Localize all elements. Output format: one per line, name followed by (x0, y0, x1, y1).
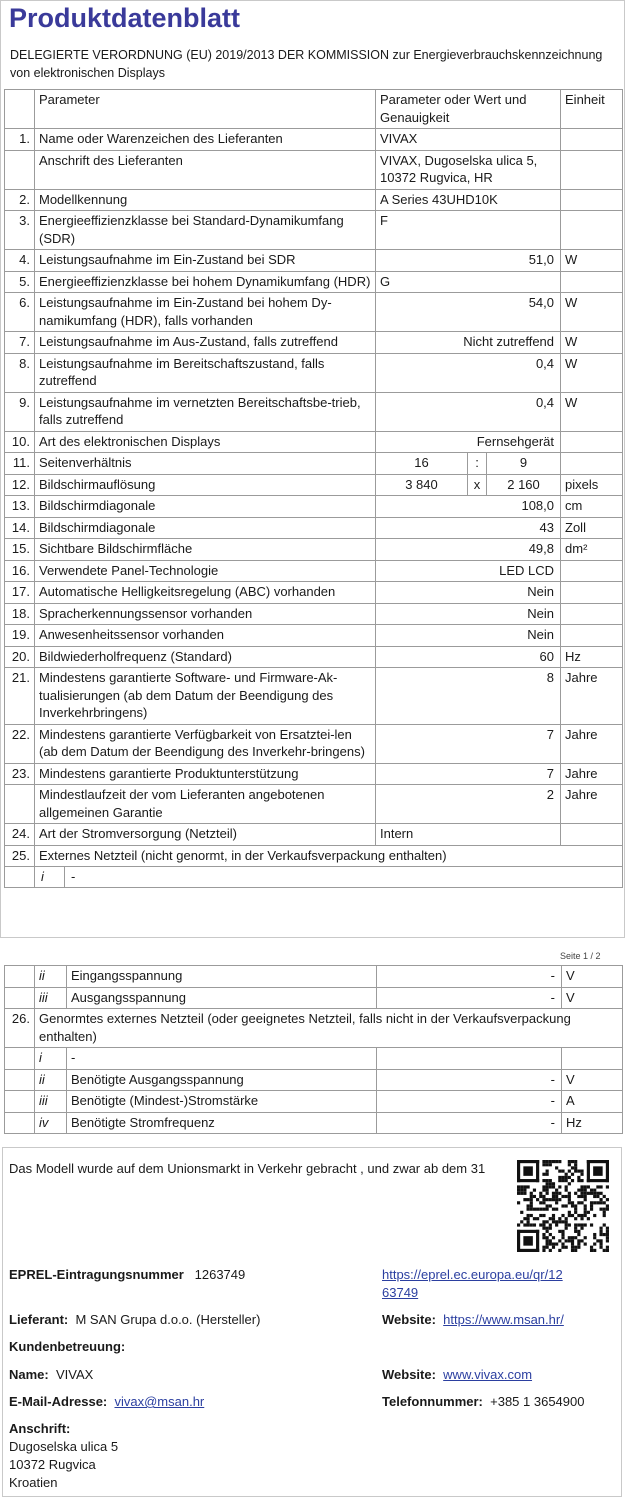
row-unit (561, 824, 623, 846)
row-unit (561, 582, 623, 604)
row-number: 13. (5, 496, 35, 518)
subrow-label: Benötigte (Mindest-)Stromstärke (67, 1091, 377, 1113)
row-parameter: Verwendete Panel-Technologie (35, 560, 376, 582)
website-link-msan[interactable]: https://www.msan.hr/ (443, 1312, 564, 1327)
row-number: 21. (5, 668, 35, 725)
subrow-label: Eingangsspannung (67, 966, 377, 988)
customer-service-heading (9, 1338, 125, 1356)
row-number: 18. (5, 603, 35, 625)
row-parameter: Mindestens garantierte Verfügbarkeit von Ersatztei-len (ab dem Datum der Beendigung des Inverkehr-bringens) (35, 724, 376, 763)
name-label: Name: (9, 1367, 49, 1382)
row-number (5, 150, 35, 189)
row-parameter: Seitenverhältnis (35, 453, 376, 475)
subrow-value: - (377, 1069, 562, 1091)
row-number (5, 987, 35, 1009)
row-unit: dm² (561, 539, 623, 561)
subrow-value (377, 1048, 562, 1070)
subrow-value: - (377, 987, 562, 1009)
row-number: 10. (5, 431, 35, 453)
phone-label: Telefonnummer: (382, 1394, 483, 1409)
supplier-value: M SAN Grupa d.o.o. (Hersteller) (75, 1312, 261, 1327)
row-value: 43 (376, 517, 561, 539)
table-row (5, 293, 623, 332)
market-date-text: Das Modell wurde auf dem Unionsmarkt in Verkehr gebracht , und zwar ab dem 31 (9, 1161, 486, 1176)
qr-code-icon[interactable] (517, 1160, 609, 1252)
website-label-2: Website: (382, 1367, 436, 1382)
customer-service-label: Kundenbetreuung: (9, 1339, 126, 1354)
row-number: 11. (5, 453, 35, 475)
row-parameter: Automatische Helligkeitsregelung (ABC) vorhanden (35, 582, 376, 604)
row-number (5, 1091, 35, 1113)
row-number (5, 1048, 35, 1070)
row-parameter: Spracherkennungssensor vorhanden (35, 603, 376, 625)
row-unit (561, 129, 623, 151)
table-row (5, 211, 623, 250)
page-number: Seite 1 / 2 (560, 951, 601, 961)
row-value-separator: x (468, 474, 487, 496)
subrow-unit: V (562, 987, 623, 1009)
table-row (5, 431, 623, 453)
row-parameter: Externes Netzteil (nicht genormt, in der Verkaufsverpackung enthalten) (35, 845, 623, 867)
row-parameter: Bildschirmauflösung (35, 474, 376, 496)
row-unit: cm (561, 496, 623, 518)
header-parameter: Parameter (35, 90, 376, 129)
row-unit: Jahre (561, 763, 623, 785)
row-unit: pixels (561, 474, 623, 496)
table-subrow (5, 966, 623, 988)
email-link[interactable]: vivax@msan.hr (114, 1394, 205, 1409)
table-header-row (5, 90, 623, 129)
product-data-table-page-2 (4, 965, 623, 1134)
table-row (5, 668, 623, 725)
row-parameter: Bildschirmdiagonale (35, 517, 376, 539)
row-value: 60 (376, 646, 561, 668)
row-parameter: Art der Stromversorgung (Netzteil) (35, 824, 376, 846)
row-unit: Jahre (561, 724, 623, 763)
subrow-index: i (35, 1048, 67, 1070)
row-parameter: Name oder Warenzeichen des Lieferanten (35, 129, 376, 151)
subrow-label: Benötigte Stromfrequenz (67, 1112, 377, 1134)
table-row (5, 392, 623, 431)
row-unit (561, 560, 623, 582)
row-value: 49,8 (376, 539, 561, 561)
row-parameter: Leistungsaufnahme im vernetzten Bereitschaftsbe-trieb, falls zutreffend (35, 392, 376, 431)
row-number: 4. (5, 250, 35, 272)
row-parameter: Modellkennung (35, 189, 376, 211)
row-value: Nicht zutreffend (376, 332, 561, 354)
row-parameter: Sichtbare Bildschirmfläche (35, 539, 376, 561)
eprel-number: 1263749 (194, 1267, 246, 1282)
table-row (5, 603, 623, 625)
supplier-label: Lieferant: (9, 1312, 69, 1327)
table-row (5, 539, 623, 561)
row-parameter: Genormtes externes Netzteil (oder geeignetes Netzteil, falls nicht in der Verkaufsverpackung enthalten) (35, 1009, 623, 1048)
table-subrow (5, 1069, 623, 1091)
row-value: Nein (376, 625, 561, 647)
row-parameter: Mindestens garantierte Produktunterstützung (35, 763, 376, 785)
row-value: G (376, 271, 561, 293)
row-value: A Series 43UHD10K (376, 189, 561, 211)
row-number: 24. (5, 824, 35, 846)
row-number: 22. (5, 724, 35, 763)
subrow-label: Benötigte Ausgangsspannung (67, 1069, 377, 1091)
row-value: Nein (376, 582, 561, 604)
subrow-value: - (377, 1091, 562, 1113)
row-value: 54,0 (376, 293, 561, 332)
row-parameter: Anschrift des Lieferanten (35, 150, 376, 189)
row-number: 14. (5, 517, 35, 539)
table-subrow (5, 867, 623, 888)
row-parameter: Leistungsaufnahme im Ein-Zustand bei hohem Dy-namikumfang (HDR), falls vorhanden (35, 293, 376, 332)
row-number: 9. (5, 392, 35, 431)
email-row (9, 1393, 204, 1411)
row-value-separator: : (468, 453, 487, 475)
row-value-a: 16 (376, 453, 468, 475)
row-number: 3. (5, 211, 35, 250)
row-value-b: 2 160 (487, 474, 561, 496)
row-parameter: Bildwiederholfrequenz (Standard) (35, 646, 376, 668)
row-value: 108,0 (376, 496, 561, 518)
eprel-link-line-2[interactable]: 63749 (382, 1285, 419, 1300)
subrow-unit: V (562, 966, 623, 988)
header-no (5, 90, 35, 129)
table-row (5, 332, 623, 354)
website-link-vivax[interactable]: www.vivax.com (443, 1367, 533, 1382)
table-row (5, 724, 623, 763)
subrow-value: - (377, 1112, 562, 1134)
table-subrow (5, 1112, 623, 1134)
name-row (9, 1366, 93, 1384)
row-parameter: Anwesenheitssensor vorhanden (35, 625, 376, 647)
table-row (5, 189, 623, 211)
row-unit: Jahre (561, 785, 623, 824)
row-unit (561, 625, 623, 647)
subrow-index: iv (35, 1112, 67, 1134)
row-parameter: Art des elektronischen Displays (35, 431, 376, 453)
row-number: 16. (5, 560, 35, 582)
row-number: 8. (5, 353, 35, 392)
row-unit (561, 453, 623, 475)
row-value: VIVAX, Dugoselska ulica 5, 10372 Rugvica, HR (376, 150, 561, 189)
row-number: 19. (5, 625, 35, 647)
row-number: 1. (5, 129, 35, 151)
row-number: 6. (5, 293, 35, 332)
table-subrow (5, 1048, 623, 1070)
table-row (5, 453, 623, 475)
row-parameter: Mindestens garantierte Software- und Firmware-Ak-tualisierungen (ab dem Datum der Beendigung des Inverkehrbringens) (35, 668, 376, 725)
row-number (5, 1069, 35, 1091)
row-value: 51,0 (376, 250, 561, 272)
table-row-26 (5, 1009, 623, 1048)
row-unit (561, 150, 623, 189)
row-parameter: Energieeffizienzklasse bei hohem Dynamikumfang (HDR) (35, 271, 376, 293)
page-title: Produktdatenblatt (9, 3, 241, 33)
row-unit (561, 271, 623, 293)
table-row (5, 517, 623, 539)
website-row-2 (382, 1366, 532, 1384)
row-value-b: 9 (487, 453, 561, 475)
address-line-3: Kroatien (9, 1475, 58, 1490)
row-number: 17. (5, 582, 35, 604)
row-number: 20. (5, 646, 35, 668)
row-unit: Jahre (561, 668, 623, 725)
table-subrow (5, 1091, 623, 1113)
name-value: VIVAX (55, 1367, 94, 1382)
row-unit (561, 603, 623, 625)
row-unit (561, 211, 623, 250)
row-value: Intern (376, 824, 561, 846)
table-row (5, 560, 623, 582)
subrow-unit (562, 1048, 623, 1070)
row-value: LED LCD (376, 560, 561, 582)
row-value: 2 (376, 785, 561, 824)
row-value: VIVAX (376, 129, 561, 151)
row-unit: Hz (561, 646, 623, 668)
row-number: 2. (5, 189, 35, 211)
header-value: Parameter oder Wert und Genauigkeit (376, 90, 561, 129)
website-label-1: Website: (382, 1312, 436, 1327)
row-unit: W (561, 293, 623, 332)
row-unit: W (561, 392, 623, 431)
table-row (5, 271, 623, 293)
address-line-1: Dugoselska ulica 5 (9, 1439, 119, 1454)
row-parameter: Bildschirmdiagonale (35, 496, 376, 518)
table-row (5, 250, 623, 272)
row-number (5, 1112, 35, 1134)
table-row (5, 824, 623, 846)
table-subrow (5, 987, 623, 1009)
address-label: Anschrift: (9, 1421, 71, 1436)
address-line-2: 10372 Rugvica (9, 1457, 96, 1472)
table-row (5, 353, 623, 392)
phone-value: +385 1 3654900 (490, 1394, 585, 1409)
subrow-label: Ausgangsspannung (67, 987, 377, 1009)
row-unit (561, 431, 623, 453)
row-number: 23. (5, 763, 35, 785)
row-value: 7 (376, 763, 561, 785)
header-unit: Einheit (561, 90, 623, 129)
row-parameter: Leistungsaufnahme im Aus-Zustand, falls zutreffend (35, 332, 376, 354)
row-number: 7. (5, 332, 35, 354)
table-row (5, 496, 623, 518)
row-unit: Zoll (561, 517, 623, 539)
row-value: Nein (376, 603, 561, 625)
row-number (5, 785, 35, 824)
subrow-index: ii (35, 1069, 67, 1091)
row-parameter: Leistungsaufnahme im Ein-Zustand bei SDR (35, 250, 376, 272)
row-parameter: Mindestlaufzeit der vom Lieferanten angebotenen allgemeinen Garantie (35, 785, 376, 824)
subrow-unit: A (562, 1091, 623, 1113)
website-row-1 (382, 1311, 564, 1329)
row-number (5, 867, 35, 888)
table-row (5, 785, 623, 824)
subrow-value: - (71, 869, 76, 884)
row-number: 12. (5, 474, 35, 496)
row-number: 5. (5, 271, 35, 293)
email-label: E-Mail-Adresse: (9, 1394, 108, 1409)
row-unit: W (561, 353, 623, 392)
row-value: 7 (376, 724, 561, 763)
eprel-label: EPREL-Eintragungsnummer (9, 1267, 184, 1282)
table-row (5, 646, 623, 668)
phone-row (382, 1393, 584, 1411)
subrow-unit: Hz (562, 1112, 623, 1134)
eprel-row (9, 1266, 245, 1284)
subrow-label: - (67, 1048, 377, 1070)
row-value: 0,4 (376, 392, 561, 431)
table-row (5, 129, 623, 151)
row-unit: W (561, 250, 623, 272)
table-row (5, 582, 623, 604)
row-value-a: 3 840 (376, 474, 468, 496)
row-value: 8 (376, 668, 561, 725)
row-number: 25. (5, 845, 35, 867)
table-row (5, 474, 623, 496)
subrow-index: iii (35, 987, 67, 1009)
subrow-index: i (35, 867, 65, 887)
table-row (5, 763, 623, 785)
row-number: 15. (5, 539, 35, 561)
row-value: F (376, 211, 561, 250)
subrow-index: iii (35, 1091, 67, 1113)
row-unit (561, 189, 623, 211)
table-row-25 (5, 845, 623, 867)
subrow-value: - (377, 966, 562, 988)
product-data-table (4, 89, 623, 888)
supplier-row (9, 1311, 260, 1329)
table-row (5, 150, 623, 189)
eprel-link[interactable] (382, 1266, 563, 1302)
row-value: 0,4 (376, 353, 561, 392)
regulation-subtitle: DELEGIERTE VERORDNUNG (EU) 2019/2013 DER KOMMISSION zur Energieverbrauchskennzeichnung von elektronischen Displays (10, 48, 603, 80)
subrow-cell (35, 867, 623, 888)
address-block (9, 1420, 118, 1492)
subrow-index: ii (35, 966, 67, 988)
row-number (5, 966, 35, 988)
table-row (5, 625, 623, 647)
subrow-unit: V (562, 1069, 623, 1091)
row-parameter: Energieeffizienzklasse bei Standard-Dynamikumfang (SDR) (35, 211, 376, 250)
eprel-link-line-1[interactable]: https://eprel.ec.europa.eu/qr/12 (382, 1267, 563, 1282)
row-value: Fernsehgerät (376, 431, 561, 453)
row-number: 26. (5, 1009, 35, 1048)
row-unit: W (561, 332, 623, 354)
supplier-info-panel (2, 1147, 622, 1497)
row-parameter: Leistungsaufnahme im Bereitschaftszustand, falls zutreffend (35, 353, 376, 392)
